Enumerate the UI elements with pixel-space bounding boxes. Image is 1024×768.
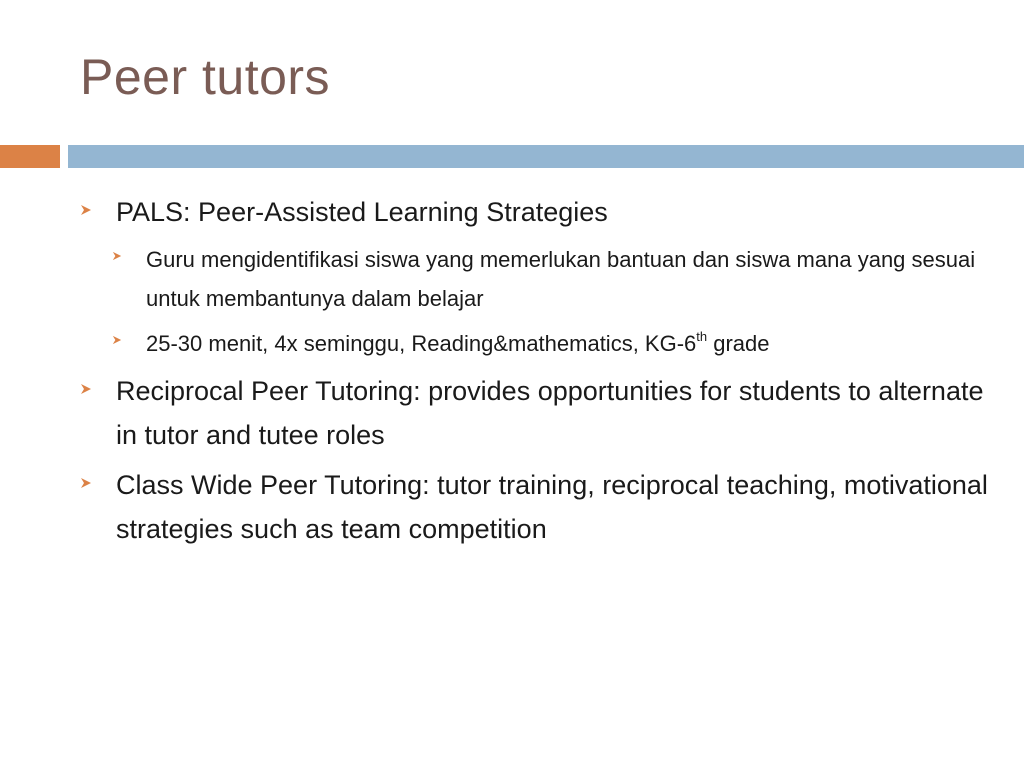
sub-bullet-item xyxy=(80,240,1000,318)
sub-bullet-text: 25-30 menit, 4x seminggu, Reading&mathematics, KG-6 xyxy=(146,331,697,356)
sub-bullet-text-tail: grade xyxy=(707,331,770,356)
accent-bar-blue xyxy=(68,145,1024,168)
superscript: th xyxy=(696,328,708,344)
arrow-bullet-icon xyxy=(80,204,92,216)
bullet-item-reciprocal xyxy=(80,369,1000,457)
bullet-item-pals xyxy=(80,190,1000,234)
sub-bullet-item xyxy=(80,324,1000,363)
arrow-bullet-icon xyxy=(80,477,92,489)
slide-content xyxy=(80,190,1000,557)
slide-title: Peer tutors xyxy=(80,49,331,105)
bullet-item-classwide xyxy=(80,463,1000,551)
bullet-text: Reciprocal Peer Tutoring: provides opportunities for students to alternate in tutor and tutee roles xyxy=(116,376,984,450)
arrow-bullet-icon xyxy=(112,251,122,261)
arrow-bullet-icon xyxy=(112,335,122,345)
bullet-text: PALS: Peer-Assisted Learning Strategies xyxy=(116,197,608,227)
accent-bar-orange xyxy=(0,145,60,168)
sub-bullet-text: Guru mengidentifikasi siswa yang memerlukan bantuan dan siswa mana yang sesuai untuk membantunya dalam belajar xyxy=(146,247,976,311)
arrow-bullet-icon xyxy=(80,383,92,395)
bullet-text: Class Wide Peer Tutoring: tutor training, reciprocal teaching, motivational strategies such as team competition xyxy=(116,470,988,544)
